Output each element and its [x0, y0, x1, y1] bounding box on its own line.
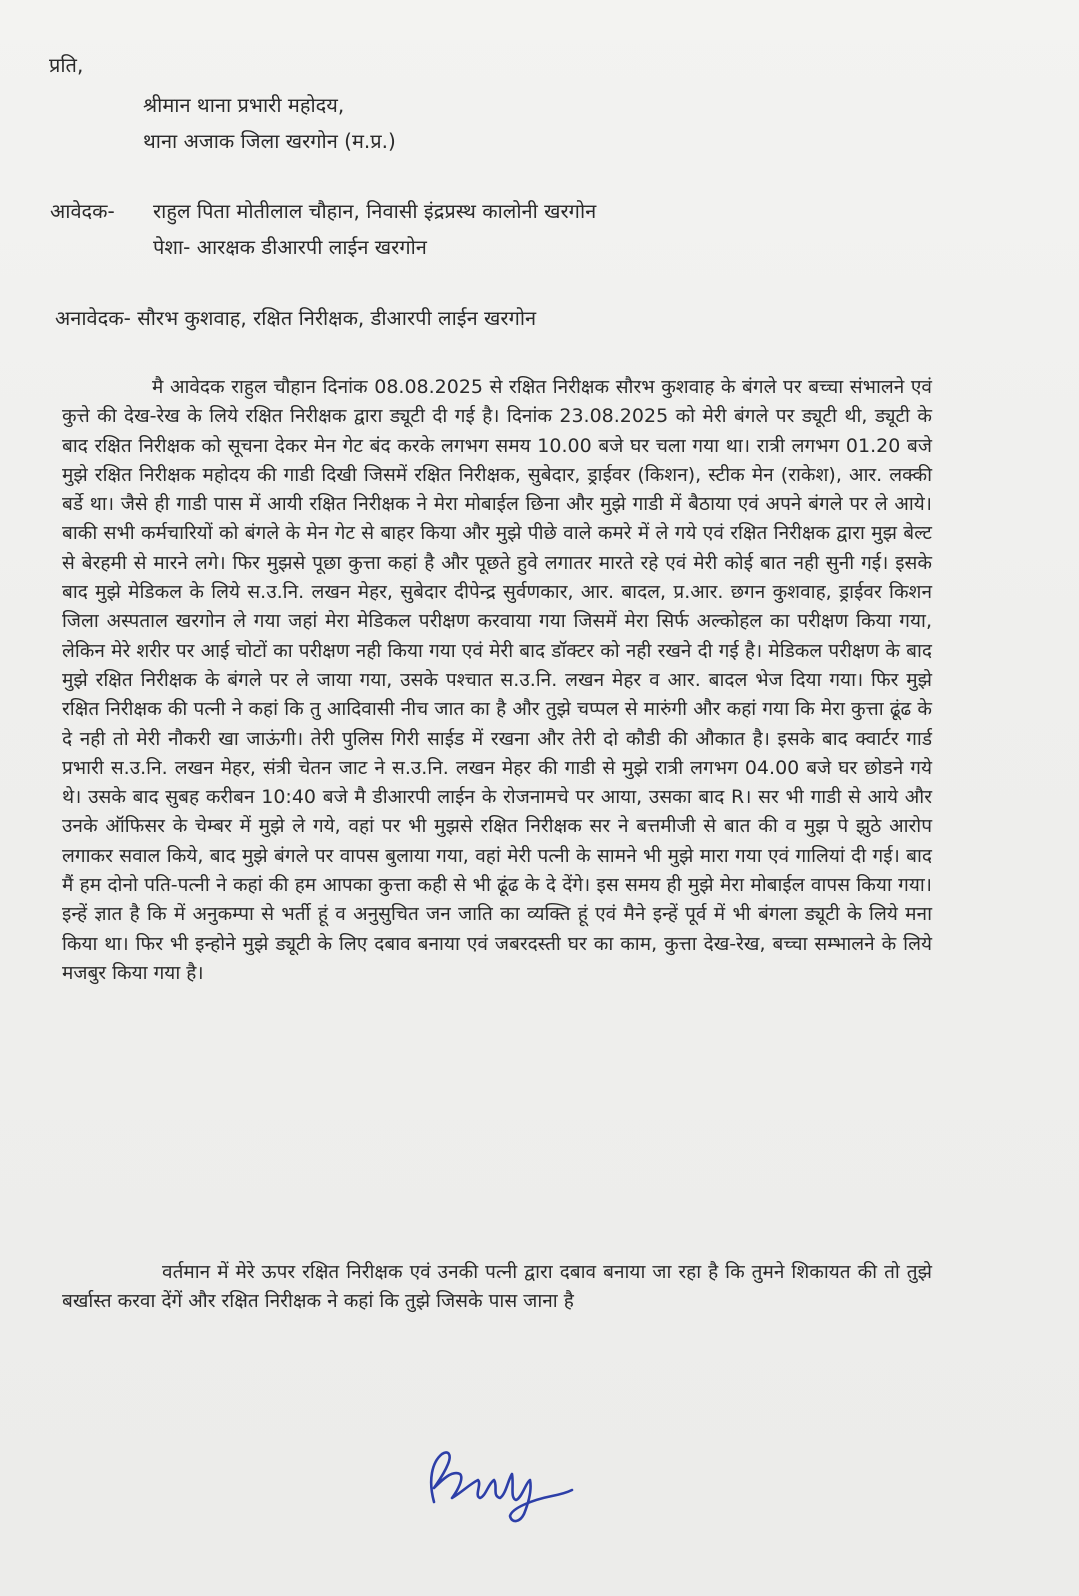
signature-image — [412, 1440, 592, 1530]
applicant-details: राहुल पिता मोतीलाल चौहान, निवासी इंद्रप्रस्थ कालोनी खरगोन — [153, 199, 597, 223]
addressee-line-2: थाना अजाक जिला खरगोन (म.प्र.) — [143, 129, 396, 153]
applicant-label: आवेदक- — [50, 199, 115, 223]
applicant-occupation: पेशा- आरक्षक डीआरपी लाईन खरगोन — [153, 235, 427, 259]
addressee-line-1: श्रीमान थाना प्रभारी महोदय, — [143, 93, 345, 117]
respondent-line: अनावेदक- सौरभ कुशवाह, रक्षित निरीक्षक, डीआरपी लाईन खरगोन — [55, 306, 537, 330]
salutation-to: प्रति, — [49, 53, 84, 77]
body-paragraph-1: मै आवेदक राहुल चौहान दिनांक 08.08.2025 से रक्षित निरीक्षक सौरभ कुशवाह के बंगले पर बच्चा संभालने एवं कुत्ते की देख-रेख के लिये रक्षित निरीक्षक द्वारा ड्यूटी दी गई है। दिनांक 23.08.2025 को मेरी बंगले पर ड्यूटी थी, ड्यूटी के बाद रक्षित निरीक्षक को सूचना देकर मेन गेट बंद करके लगभग समय 10.00 बजे घर चला गया था। रात्री लगभग 01.20 बजे मुझे रक्षित निरीक्षक महोदय की गाडी दिखी जिसमें रक्षित निरीक्षक, सुबेदार, ड्राईवर (किशन), स्टीक मेन (राकेश), आर. लक्की बर्डे था। जैसे ही गाडी पास में आयी रक्षित निरीक्षक ने मेरा मोबाईल छिना और मुझे गाडी में बैठाया एवं अपने बंगले पर ले आये। बाकी सभी कर्मचारियों को बंगले के मेन गेट से बाहर किया और मुझे पीछे वाले कमरे में ले गये एवं रक्षित निरीक्षक द्वारा मुझ बेल्ट से बेरहमी से मारने लगे। फिर मुझसे पूछा कुत्ता कहां है और पूछते हुवे लगातर मारते रहे एवं मेरी कोई बात नही सुनी गई। इसके बाद मुझे मेडिकल के लिये स.उ.नि. लखन मेहर, सुबेदार दीपेन्द्र सुर्वणकार, आर. बादल, प्र.आर. छगन कुशवाह, ड्राईवर किशन जिला अस्पताल खरगोन ले गया जहां मेरा मेडिकल परीक्षण करवाया गया जिसमें मेरा सिर्फ अल्कोहल का परीक्षण किया गया, लेकिन मेरे शरीर पर आई चोटों का परीक्षण नही किया गया एवं मेरी बाद डॉक्टर को नही रखने दी गई है। मेडिकल परीक्षण के बाद मुझे रक्षित निरीक्षक के बंगले पर ले जाया गया, उसके पश्चात स.उ.नि. लखन मेहर व आर. बादल भेज दिया गया। फिर मुझे रक्षित निरीक्षक की पत्नी ने कहां कि तु आदिवासी नीच जात का है और तुझे चप्पल से मारुंगी और कहां गया कि मेरा कुत्ता ढूंढ के दे नही तो मेरी नौकरी खा जाऊंगी। तेरी पुलिस गिरी साईड में रखना और तेरी दो कौडी की औकात है। इसके बाद क्वार्टर गार्ड प्रभारी स.उ.नि. लखन मेहर, संत्री चेतन जाट ने स.उ.नि. लखन मेहर की गाडी से मुझे रात्री लगभग 04.00 बजे घर छोडने गये थे। उसके बाद सुबह करीबन 10:40 बजे मै डीआरपी लाईन के रोजनामचे पर आया, उसका बाद R। सर भी गाडी से आये और उनके ऑफिसर के चेम्बर में मुझे ले गये, वहां पर भी मुझसे रक्षित निरीक्षक सर ने बत्तमीजी से बात की व मुझ पे झुठे आरोप लगाकर सवाल किये, बाद मुझे बंगले पर वापस बुलाया गया, वहां मेरी पत्नी के सामने भी मुझे मारा गया एवं गालियां दी गई। बाद मैं हम दोनो पति-पत्नी ने कहां की हम आपका कुत्ता कही से भी ढूंढ के दे देंगे। इस समय ही मुझे मेरा मोबाईल वापस किया गया। इन्हें ज्ञात है कि में अनुकम्पा से भर्ती हूं व अनुसुचित जन जाति का व्यक्ति हूं एवं मैने इन्हें पूर्व में भी बंगला ड्यूटी के लिये मना किया था। फिर भी इन्होने मुझे ड्यूटी के लिए दबाव बनाया एवं जबरदस्ती घर का काम, कुत्ता देख-रेख, बच्चा सम्भालने के लिये मजबुर किया गया है। — [62, 376, 932, 984]
body-paragraph-2: वर्तमान में मेरे ऊपर रक्षित निरीक्षक एवं उनकी पत्नी द्वारा दबाव बनाया जा रहा है कि तुमने शिकायत की तो तुझे बर्खास्त करवा देंगें और रक्षित निरीक्षक ने कहां कि तुझे जिसके पास जाना है — [62, 1261, 932, 1313]
